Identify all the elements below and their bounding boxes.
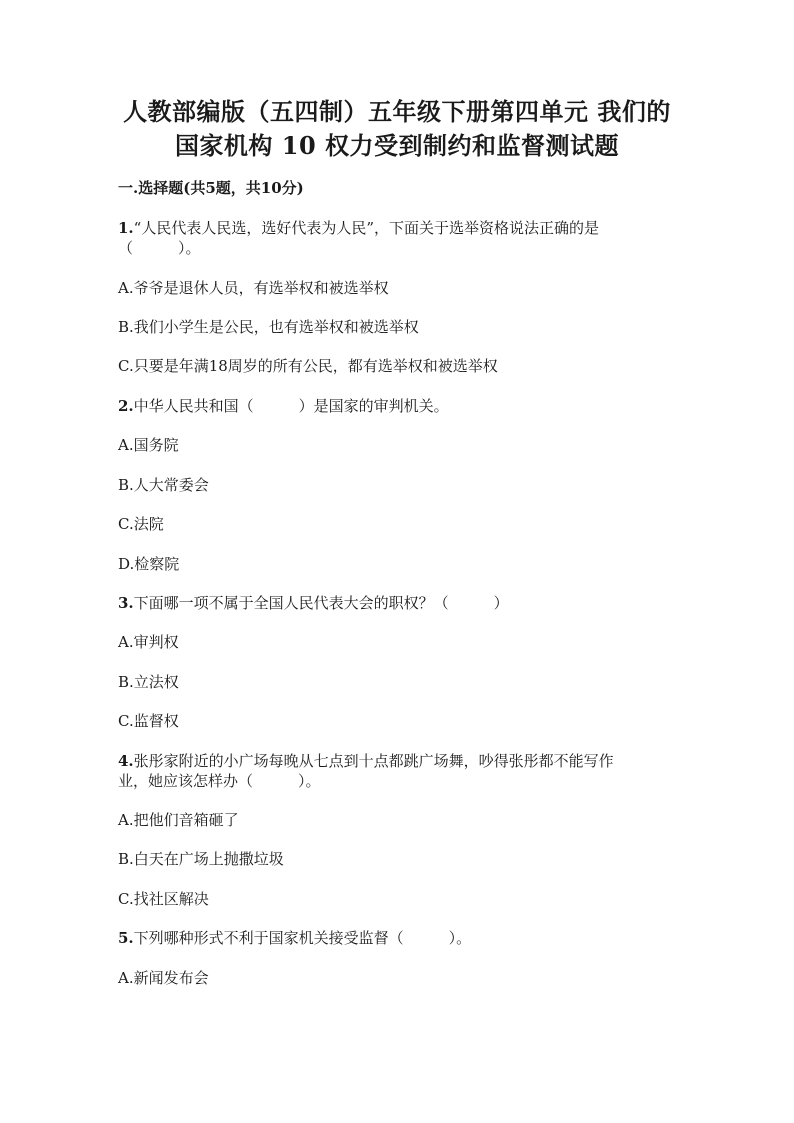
section-heading: 一.选择题(共5题，共10分) — [118, 179, 304, 197]
option-2c: C.法院 — [118, 515, 164, 533]
page-title-line-2: 国家机构 10 权力受到制约和监督测试题 — [174, 131, 620, 160]
option-3b: B.立法权 — [118, 673, 179, 691]
question-text: 中华人民共和国（ ）是国家的审判机关。 — [133, 397, 449, 415]
option-5a: A.新闻发布会 — [118, 969, 209, 987]
option-4c: C.找社区解决 — [118, 890, 209, 908]
question-text: 下列哪种形式不利于国家机关接受监督（ ）。 — [133, 929, 472, 947]
option-2a: A.国务院 — [118, 436, 179, 454]
question-4-text-continued: 业，她应该怎样办（ ）。 — [118, 772, 321, 790]
option-3c: C.监督权 — [118, 712, 179, 730]
question-text: 下面哪一项不属于全国人民代表大会的职权？（ ） — [133, 594, 509, 612]
question-1 — [118, 218, 599, 238]
question-4 — [118, 751, 614, 771]
question-3 — [118, 593, 509, 613]
question-text: “人民代表人民选，选好代表为人民”，下面关于选举资格说法正确的是 — [133, 219, 600, 237]
question-1-text-continued: （ ）。 — [118, 239, 201, 257]
option-1a: A.爷爷是退休人员，有选举权和被选举权 — [118, 279, 389, 297]
question-number: 1. — [118, 219, 134, 237]
question-number: 3. — [118, 594, 134, 612]
question-number: 4. — [118, 752, 134, 770]
question-5 — [118, 928, 471, 948]
question-number: 2. — [118, 397, 134, 415]
page-title-line-1: 人教部编版（五四制）五年级下册第四单元 我们的 — [123, 97, 671, 126]
question-2 — [118, 396, 449, 416]
option-1c: C.只要是年满18周岁的所有公民，都有选举权和被选举权 — [118, 357, 498, 375]
option-4a: A.把他们音箱砸了 — [118, 811, 239, 829]
question-number: 5. — [118, 929, 134, 947]
option-3a: A.审判权 — [118, 633, 179, 651]
option-2d: D.检察院 — [118, 555, 180, 573]
option-1b: B.我们小学生是公民，也有选举权和被选举权 — [118, 318, 419, 336]
option-4b: B.白天在广场上抛撒垃圾 — [118, 850, 284, 868]
option-2b: B.人大常委会 — [118, 476, 209, 494]
question-text: 张彤家附近的小广场每晚从七点到十点都跳广场舞，吵得张彤都不能写作 — [133, 752, 614, 770]
